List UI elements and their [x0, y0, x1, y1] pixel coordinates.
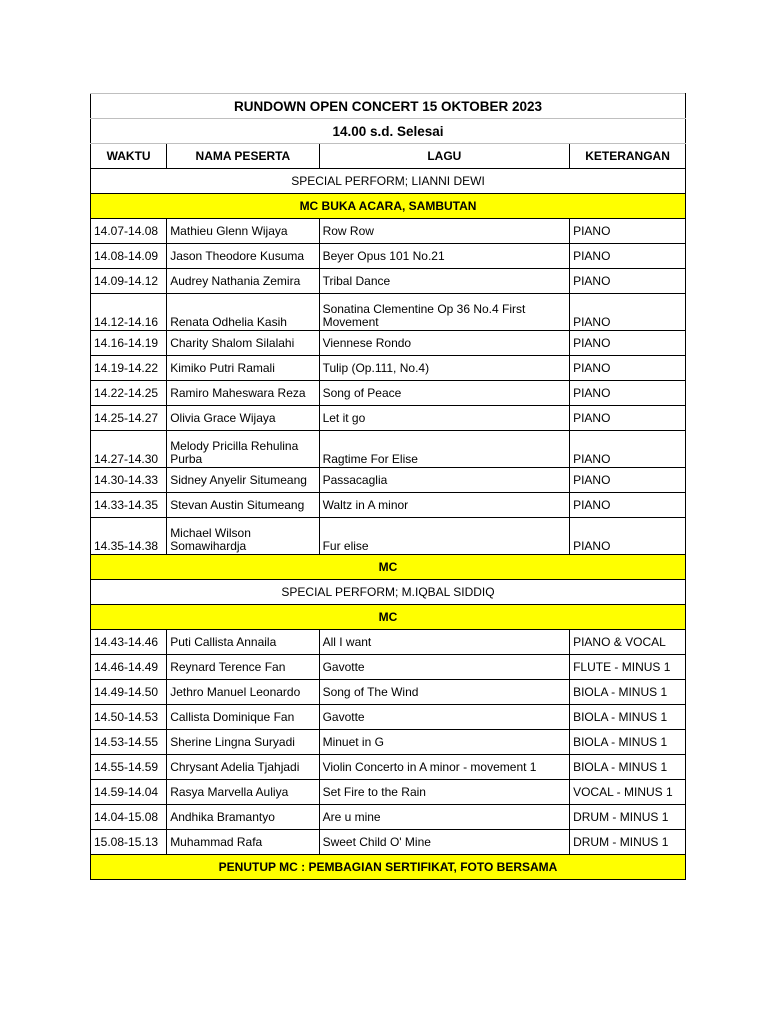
cell-waktu: 14.16-14.19 [91, 331, 167, 356]
cell-waktu: 14.07-14.08 [91, 219, 167, 244]
cell-lagu: Row Row [319, 219, 570, 244]
table-row [91, 830, 686, 855]
banner-mc-2: MC [91, 605, 686, 630]
header-nama-peserta: NAMA PESERTA [167, 144, 319, 169]
cell-nama-peserta: Jason Theodore Kusuma [167, 244, 319, 269]
cell-waktu: 14.43-14.46 [91, 630, 167, 655]
cell-lagu: Passacaglia [319, 468, 570, 493]
cell-nama-peserta: Reynard Terence Fan [167, 655, 319, 680]
cell-lagu: Gavotte [319, 655, 570, 680]
cell-keterangan: BIOLA - MINUS 1 [570, 680, 686, 705]
cell-waktu: 14.27-14.30 [91, 431, 167, 468]
cell-waktu: 15.08-15.13 [91, 830, 167, 855]
rundown-table [90, 93, 686, 880]
cell-waktu: 14.55-14.59 [91, 755, 167, 780]
cell-waktu: 14.59-14.04 [91, 780, 167, 805]
cell-waktu: 14.09-14.12 [91, 269, 167, 294]
cell-keterangan: PIANO [570, 356, 686, 381]
header-keterangan: KETERANGAN [570, 144, 686, 169]
cell-waktu: 14.12-14.16 [91, 294, 167, 331]
cell-lagu: Ragtime For Elise [319, 431, 570, 468]
table-row [91, 680, 686, 705]
table-row [91, 780, 686, 805]
table-row [91, 331, 686, 356]
cell-keterangan: VOCAL - MINUS 1 [570, 780, 686, 805]
special-perform-1: SPECIAL PERFORM; LIANNI DEWI [91, 169, 686, 194]
cell-keterangan: FLUTE - MINUS 1 [570, 655, 686, 680]
header-waktu: WAKTU [91, 144, 167, 169]
cell-keterangan: BIOLA - MINUS 1 [570, 755, 686, 780]
cell-lagu: Minuet in G [319, 730, 570, 755]
cell-waktu: 14.50-14.53 [91, 705, 167, 730]
cell-waktu: 14.53-14.55 [91, 730, 167, 755]
cell-lagu: Beyer Opus 101 No.21 [319, 244, 570, 269]
cell-waktu: 14.08-14.09 [91, 244, 167, 269]
cell-nama-peserta: Andhika Bramantyo [167, 805, 319, 830]
cell-keterangan: PIANO & VOCAL [570, 630, 686, 655]
cell-lagu: Let it go [319, 406, 570, 431]
cell-waktu: 14.19-14.22 [91, 356, 167, 381]
cell-nama-peserta: Stevan Austin Situmeang [167, 493, 319, 518]
table-row [91, 219, 686, 244]
table-row [91, 630, 686, 655]
table-row [91, 705, 686, 730]
table-row [91, 356, 686, 381]
cell-nama-peserta: Charity Shalom Silalahi [167, 331, 319, 356]
header-row [91, 144, 686, 169]
banner-closing: PENUTUP MC : PEMBAGIAN SERTIFIKAT, FOTO BERSAMA [91, 855, 686, 880]
cell-nama-peserta: Callista Dominique Fan [167, 705, 319, 730]
cell-nama-peserta: Ramiro Maheswara Reza [167, 381, 319, 406]
table-row [91, 468, 686, 493]
cell-nama-peserta: Sherine Lingna Suryadi [167, 730, 319, 755]
cell-nama-peserta: Renata Odhelia Kasih [167, 294, 319, 331]
header-lagu: LAGU [319, 144, 570, 169]
cell-lagu: Violin Concerto in A minor - movement 1 [319, 755, 570, 780]
cell-nama-peserta: Jethro Manuel Leonardo [167, 680, 319, 705]
document-subtitle: 14.00 s.d. Selesai [91, 119, 686, 144]
cell-nama-peserta: Melody Pricilla Rehulina Purba [167, 431, 319, 468]
cell-keterangan: PIANO [570, 269, 686, 294]
cell-nama-peserta: Kimiko Putri Ramali [167, 356, 319, 381]
cell-lagu: Song of Peace [319, 381, 570, 406]
cell-keterangan: PIANO [570, 493, 686, 518]
cell-keterangan: PIANO [570, 518, 686, 555]
table-row [91, 805, 686, 830]
table-row [91, 655, 686, 680]
cell-keterangan: PIANO [570, 219, 686, 244]
cell-waktu: 14.33-14.35 [91, 493, 167, 518]
table-row [91, 269, 686, 294]
cell-keterangan: BIOLA - MINUS 1 [570, 730, 686, 755]
cell-nama-peserta: Puti Callista Annaila [167, 630, 319, 655]
table-row [91, 730, 686, 755]
cell-lagu: Set Fire to the Rain [319, 780, 570, 805]
cell-nama-peserta: Michael Wilson Somawihardja [167, 518, 319, 555]
cell-waktu: 14.22-14.25 [91, 381, 167, 406]
banner-mc-1: MC [91, 555, 686, 580]
document-title: RUNDOWN OPEN CONCERT 15 OKTOBER 2023 [91, 94, 686, 119]
cell-keterangan: BIOLA - MINUS 1 [570, 705, 686, 730]
cell-lagu: Are u mine [319, 805, 570, 830]
cell-keterangan: PIANO [570, 331, 686, 356]
cell-waktu: 14.35-14.38 [91, 518, 167, 555]
cell-waktu: 14.49-14.50 [91, 680, 167, 705]
cell-keterangan: PIANO [570, 381, 686, 406]
cell-lagu: Sonatina Clementine Op 36 No.4 First Movement [319, 294, 570, 331]
cell-waktu: 14.25-14.27 [91, 406, 167, 431]
cell-lagu: Tulip (Op.111, No.4) [319, 356, 570, 381]
cell-nama-peserta: Rasya Marvella Auliya [167, 780, 319, 805]
cell-lagu: Song of The Wind [319, 680, 570, 705]
cell-lagu: Sweet Child O' Mine [319, 830, 570, 855]
cell-waktu: 14.46-14.49 [91, 655, 167, 680]
rundown-sheet [90, 93, 686, 880]
table-row [91, 518, 686, 555]
table-row [91, 294, 686, 331]
cell-waktu: 14.30-14.33 [91, 468, 167, 493]
cell-keterangan: DRUM - MINUS 1 [570, 830, 686, 855]
cell-lagu: Tribal Dance [319, 269, 570, 294]
cell-nama-peserta: Sidney Anyelir Situmeang [167, 468, 319, 493]
table-row [91, 755, 686, 780]
cell-lagu: All I want [319, 630, 570, 655]
cell-lagu: Waltz in A minor [319, 493, 570, 518]
cell-waktu: 14.04-15.08 [91, 805, 167, 830]
cell-lagu: Gavotte [319, 705, 570, 730]
cell-nama-peserta: Olivia Grace Wijaya [167, 406, 319, 431]
cell-lagu: Fur elise [319, 518, 570, 555]
table-row [91, 244, 686, 269]
cell-lagu: Viennese Rondo [319, 331, 570, 356]
cell-keterangan: PIANO [570, 406, 686, 431]
cell-nama-peserta: Audrey Nathania Zemira [167, 269, 319, 294]
cell-keterangan: PIANO [570, 468, 686, 493]
cell-keterangan: PIANO [570, 294, 686, 331]
cell-nama-peserta: Mathieu Glenn Wijaya [167, 219, 319, 244]
cell-nama-peserta: Muhammad Rafa [167, 830, 319, 855]
cell-nama-peserta: Chrysant Adelia Tjahjadi [167, 755, 319, 780]
banner-mc-open: MC BUKA ACARA, SAMBUTAN [91, 194, 686, 219]
cell-keterangan: PIANO [570, 244, 686, 269]
table-row [91, 493, 686, 518]
table-row [91, 431, 686, 468]
table-row [91, 406, 686, 431]
table-row [91, 381, 686, 406]
cell-keterangan: PIANO [570, 431, 686, 468]
special-perform-2: SPECIAL PERFORM; M.IQBAL SIDDIQ [91, 580, 686, 605]
cell-keterangan: DRUM - MINUS 1 [570, 805, 686, 830]
